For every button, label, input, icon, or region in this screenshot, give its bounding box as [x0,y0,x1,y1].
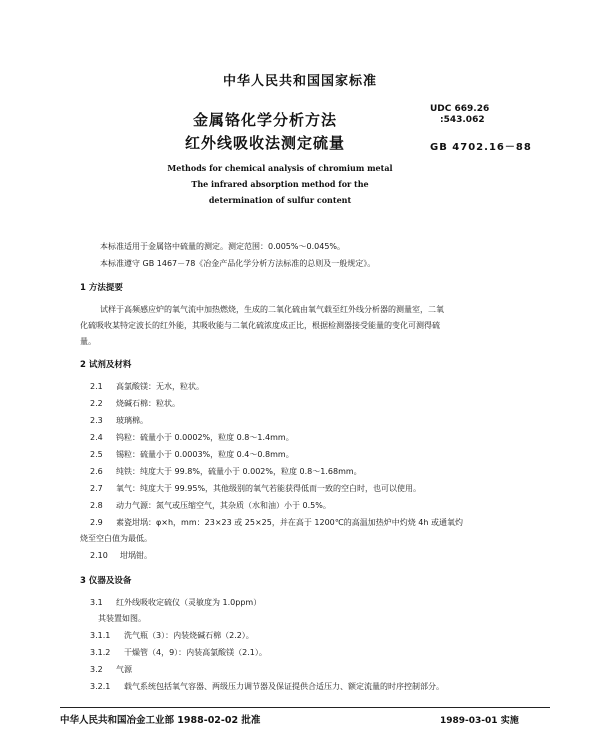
list-item [90,483,421,494]
item-number: 2.1 [90,382,103,391]
list-item-continuation [98,613,146,624]
item-text: 干燥管（4，9）：内装高氯酸镁（2.1）。 [124,648,267,657]
item-text: 高氯酸镁：无水，粒状。 [116,382,204,391]
item-text: 纯铁：纯度大于 99.8%，硫量小于 0.002%，粒度 0.8～1.68mm。 [116,467,362,476]
list-item [90,500,331,511]
item-number: 2.4 [90,433,103,442]
item-number: 3.2 [90,665,103,674]
item-number: 2.3 [90,416,103,425]
section-1-heading: 1 方法提要 [80,283,123,293]
list-item [90,432,294,443]
standard-type-heading: 中华人民共和国国家标准 [222,74,377,89]
item-number: 3.2.1 [90,682,111,691]
section-2-heading: 2 试剂及材料 [80,360,132,370]
list-item [90,630,254,641]
item-text: 其装置如图。 [98,614,146,623]
item-number: 2.6 [90,467,103,476]
list-item [90,381,204,392]
item-text: 烧至空白值为最低。 [80,534,152,543]
list-item [90,681,444,692]
item-text: 动力气源：氮气或压缩空气，其杂质（水和油）小于 0.5%。 [116,501,331,510]
document-title-en-line2: The infrared absorption method for the [191,179,369,189]
item-number: 2.7 [90,484,103,493]
list-item-continuation [80,533,152,544]
item-text: 氧气：纯度大于 99.95%，其他级别的氧气若能获得低而一致的空白时，也可以使用。 [116,484,422,493]
item-text: 坩埚钳。 [120,551,152,560]
document-title-en-line1: Methods for chemical analysis of chromium metal [167,163,393,173]
scope-paragraph: 本标准适用于金属铬中硫量的测定。测定范围：0.005%～0.045%。 [100,242,346,251]
udc-code-line2: :543.062 [440,115,485,125]
document-title-cn-line2: 红外线吸收法测定硫量 [184,134,345,152]
item-text: 烧碱石棉：粒状。 [116,399,180,408]
list-item [90,517,463,528]
section-1-text-line1: 试样于高频感应炉的氧气流中加热燃烧，生成的二氧化硫由氧气载至红外线分析器的测量室，二氧 [100,305,444,314]
item-text: 素瓷坩埚：φ×h，mm：23×23 或 25×25，并在高于 1200℃的高温加热炉中灼烧 4h 或通氧灼 [116,518,463,527]
udc-code-line1: UDC 669.26 [430,104,490,114]
item-number: 2.10 [90,551,108,560]
item-text: 钨粒：硫量小于 0.0002%，粒度 0.8～1.4mm。 [116,433,294,442]
item-text: 锡粒：硫量小于 0.0003%，粒度 0.4～0.8mm。 [116,450,294,459]
compliance-paragraph: 本标准遵守 GB 1467－78《冶金产品化学分析方法标准的总则及一般规定》。 [100,259,376,268]
item-number: 3.1.2 [90,648,111,657]
item-text: 洗气瓶（3）：内装烧碱石棉（2.2）。 [124,631,254,640]
list-item [90,415,148,426]
item-text: 载气系统包括氧气容器、两级压力调节器及保证提供合适压力、额定流量的时序控制部分。 [124,682,444,691]
list-item [90,449,294,460]
list-item [90,597,261,608]
document-title-en-line3: determination of sulfur content [208,195,352,205]
list-item [90,398,180,409]
item-number: 2.9 [90,518,103,527]
list-item [90,647,267,658]
section-3-heading: 3 仪器及设备 [80,576,132,586]
item-text: 红外线吸收定硫仪（灵敏度为 1.0ppm） [116,598,262,607]
item-text: 玻璃棉。 [116,416,148,425]
footer-divider [60,707,550,708]
implementation-date: 1989-03-01 实施 [440,716,519,726]
list-item [90,664,132,675]
list-item [90,550,152,561]
item-number: 3.1 [90,598,103,607]
item-text: 气源 [116,665,132,674]
section-1-text-line2: 化硫吸收某特定波长的红外能，其吸收能与二氧化硫浓度成正比，根据检测器接受能量的变化可测得硫 [80,321,440,330]
item-number: 2.2 [90,399,103,408]
section-1-text-line3: 量。 [80,337,96,346]
item-number: 3.1.1 [90,631,111,640]
item-number: 2.8 [90,501,103,510]
item-number: 2.5 [90,450,103,459]
approval-line: 中华人民共和国冶金工业部 1988-02-02 批准 [60,715,261,726]
document-title-cn-line1: 金属铬化学分析方法 [192,111,337,129]
gb-number: GB 4702.16－88 [430,142,532,153]
list-item [90,466,362,477]
